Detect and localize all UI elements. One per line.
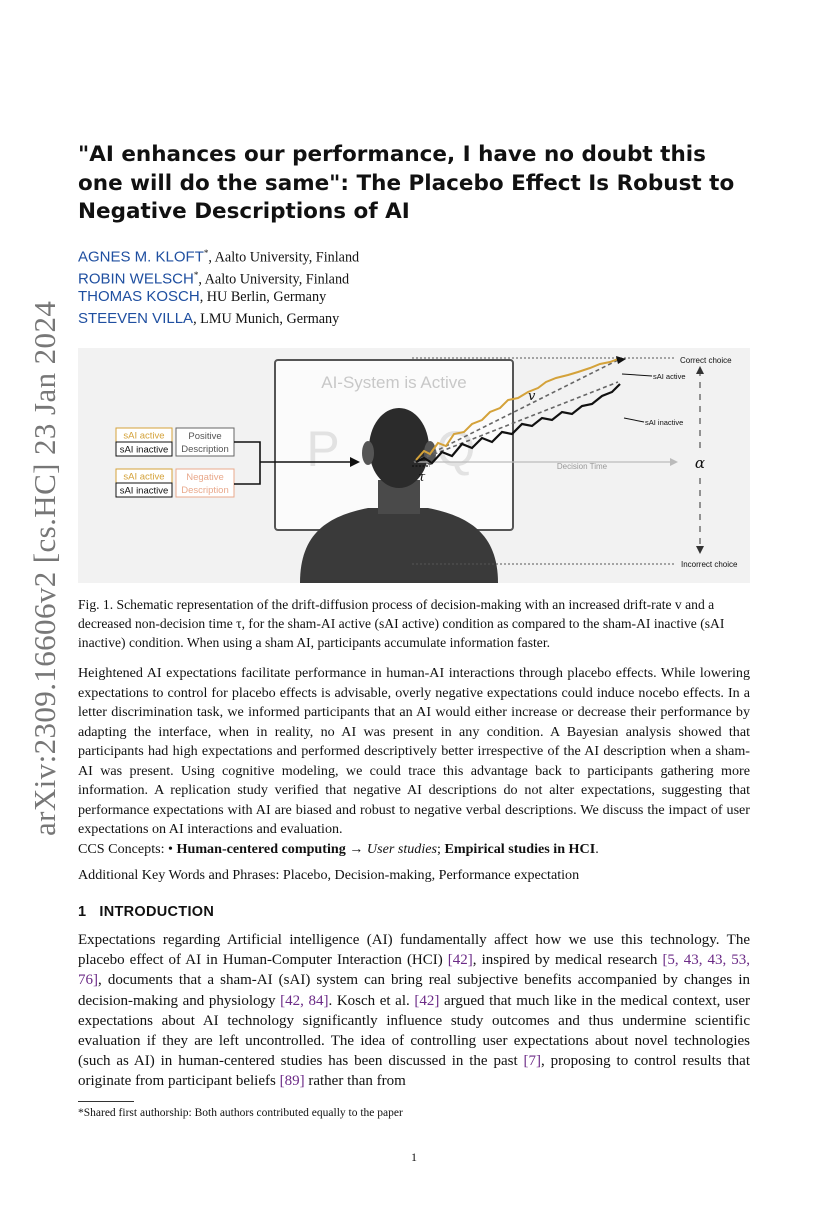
citation-link[interactable]: [42] — [414, 992, 440, 1009]
footnote: *Shared first authorship: Both authors contributed equally to the paper — [78, 1107, 403, 1119]
letter-p: P — [306, 421, 340, 477]
figure-1-drift-diffusion — [78, 348, 750, 583]
author-name: ROBIN WELSCH — [78, 270, 194, 288]
svg-text:Description: Description — [181, 444, 229, 455]
page-number: 1 — [411, 1150, 417, 1164]
author-3 — [78, 287, 326, 307]
author-2: ROBIN WELSCH*, Aalto University, Finland — [78, 270, 350, 288]
author-1: AGNES M. KLOFT*, Aalto University, Finland — [78, 248, 360, 266]
arxiv-identifier: arXiv:2309.16606v2 [cs.HC] 23 Jan 2024 — [27, 300, 62, 836]
label-sai-inactive: sAI inactive — [645, 418, 684, 427]
author-affiliation: , Aalto University, Finland — [198, 271, 350, 288]
introduction-paragraph: Expectations regarding Artificial intelligence (AI) fundamentally affect how we use this technology. The placebo effect of AI in Human-Computer Interaction (HCI) [42], inspired by medical research [5, 43, 43, 53, 76], documents that a sham-AI (sAI) system can bring real subjective benefits accompanied by changes in decision-making and physiology [42, 84]. Kosch et al. [42] argued that much like in the medical context, user expectations about AI technology significantly influence study outcomes and thus undermine scientific evaluation if they are left uncontrolled. The idea of controlling user expectations about novel technologies (such as AI) in human-centered studies has been discussed in the past [7], proposing to control results that originate from participant beliefs [89] rather than from — [78, 932, 751, 1090]
svg-text:Positive: Positive — [188, 431, 222, 442]
svg-text:sAI active: sAI active — [123, 471, 165, 483]
citation-link[interactable]: [89] — [279, 1073, 305, 1090]
v-symbol: v — [528, 389, 536, 404]
svg-text:sAI active: sAI active — [123, 430, 165, 442]
citation-link[interactable]: [42, 84] — [280, 992, 329, 1009]
figure-caption: Fig. 1. Schematic representation of the drift-diffusion process of decision-making with an increased drift-rate v and a decreased non-decision time τ, for the sham-AI active (sAI active) condition as compared to the sham-AI inactive (sAI inactive) condition. When using a sham AI, participants accumulate information faster. — [78, 597, 725, 650]
screen-text: AI-System is Active — [321, 373, 467, 392]
author-name: AGNES M. KLOFT — [78, 248, 204, 266]
author-name: THOMAS KOSCH — [78, 288, 200, 305]
svg-text:Description: Description — [181, 485, 229, 496]
svg-text:sAI inactive: sAI inactive — [119, 444, 169, 456]
decision-time-label: Decision Time — [556, 462, 608, 471]
alpha-symbol: α — [694, 454, 706, 472]
author-affiliation: , LMU Munich, Germany — [193, 311, 340, 327]
author-affiliation: , HU Berlin, Germany — [199, 289, 327, 305]
keywords: Additional Key Words and Phrases: Placebo, Decision-making, Performance expectation — [78, 867, 580, 883]
citation-link[interactable]: [5, 43, 43, 53, 76] — [78, 952, 751, 989]
correct-choice-label: Correct choice — [680, 356, 732, 365]
citation-link[interactable]: [42] — [447, 952, 473, 969]
author-4 — [78, 309, 339, 329]
paper-title: "AI enhances our performance, I have no doubt this one will do the same": The Placebo Effect Is Robust to Negative Descriptions of AI — [78, 142, 735, 224]
author-affiliation: , Aalto University, Finland — [208, 249, 360, 266]
author-name: STEEVEN VILLA — [78, 310, 194, 327]
letter-q: Q — [436, 421, 476, 477]
citation-link[interactable]: [7] — [523, 1053, 542, 1070]
svg-text:sAI inactive: sAI inactive — [119, 485, 169, 497]
section-heading: 1 INTRODUCTION — [78, 904, 215, 920]
ccs-concepts: CCS Concepts: • Human-centered computing → User studies; Empirical studies in HCI. — [78, 841, 599, 857]
abstract: Heightened AI expectations facilitate performance in human-AI interactions through placebo effects. While lowering expectations to control for placebo effects is advisable, overly negative expectations could induce nocebo effects. In a letter discrimination task, we informed participants that an AI would either increase or decrease their performance by adapting the interface, when in reality, no AI was present in any condition. A Bayesian analysis showed that participants had high expectations and performed descriptively better irrespective of the AI description when a sham-AI was present. Using cognitive modeling, we could trace this advantage back to participants gathering more information. A replication study verified that negative AI descriptions do not alter expectations, suggesting that performance expectations with AI are biased and robust to negative verbal descriptions. We discuss the impact of user expectations on AI interactions and evaluation. — [78, 665, 750, 837]
footnote-rule — [78, 1101, 134, 1102]
tau-symbol: τ — [418, 470, 426, 485]
incorrect-choice-label: Incorrect choice — [681, 560, 738, 569]
svg-text:Negative: Negative — [186, 472, 224, 483]
label-sai-active: sAI active — [653, 372, 686, 381]
